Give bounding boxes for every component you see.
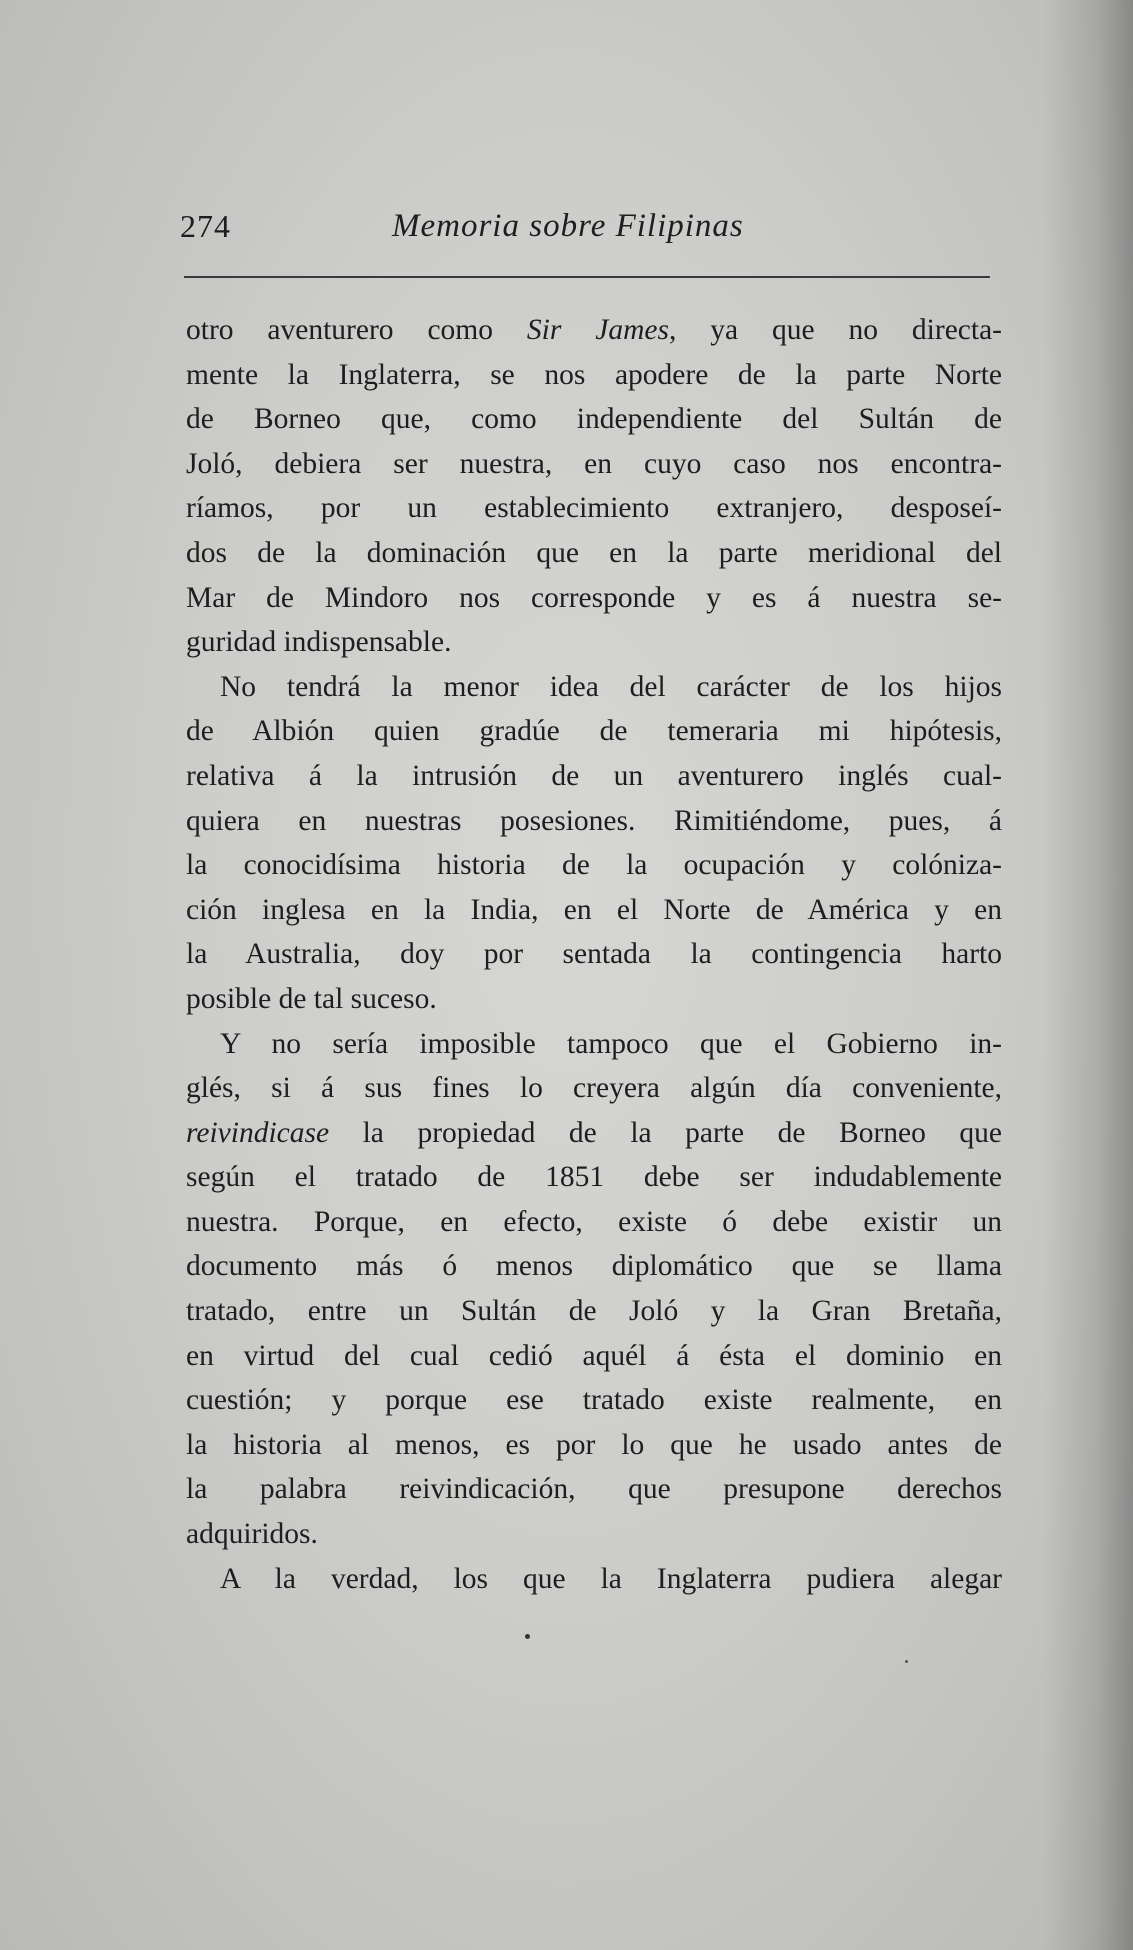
text-line: glés, si á sus fines lo creyera algún día conveniente, [186, 1072, 1002, 1105]
text-line: la conocidísima historia de la ocupación y colóniza- [186, 849, 1002, 882]
text-line: posible de tal suceso. [186, 982, 437, 1015]
text-line: reivindicase la propiedad de la parte de Borneo que [186, 1116, 1002, 1149]
header-rule [184, 276, 990, 278]
ink-speck [905, 1660, 908, 1663]
text-line: otro aventurero como Sir James, ya que no directa- [186, 314, 1002, 346]
text-line: según el tratado de 1851 debe ser indudablemente [186, 1161, 1002, 1194]
text-line: tratado, entre un Sultán de Joló y la Gran Bretaña, [186, 1295, 1002, 1328]
text-line: Mar de Mindoro nos corresponde y es á nuestra se- [186, 581, 1002, 614]
text-line: la historia al menos, es por lo que he usado antes de [186, 1428, 1002, 1461]
text-line: quiera en nuestras posesiones. Rimitiéndome, pues, á [186, 804, 1002, 837]
text-line: A la verdad, los que la Inglaterra pudiera alegar [220, 1562, 1002, 1595]
page-number: 274 [180, 208, 231, 244]
text-line: en virtud del cual cedió aquél á ésta el dominio en [186, 1339, 1002, 1372]
running-title: Memoria sobre Filipinas [392, 208, 744, 244]
text-line: mente la Inglaterra, se nos apodere de la parte Norte [186, 358, 1002, 391]
page-edge-shadow [1043, 0, 1133, 1950]
text-line: ción inglesa en la India, en el Norte de América y en [186, 893, 1002, 926]
page-header [180, 208, 990, 258]
text-line: Joló, debiera ser nuestra, en cuyo caso nos encontra- [186, 447, 1002, 480]
text-line: ríamos, por un establecimiento extranjero, desposeí- [186, 492, 1002, 525]
text-line: nuestra. Porque, en efecto, existe ó debe existir un [186, 1205, 1002, 1238]
ink-speck [525, 1634, 530, 1639]
text-line: de Albión quien gradúe de temeraria mi hipótesis, [186, 715, 1002, 748]
text-line: adquiridos. [186, 1518, 318, 1551]
body-text [186, 308, 1002, 1601]
text-line: documento más ó menos diplomático que se llama [186, 1250, 1002, 1283]
text-line: guridad indispensable. [186, 626, 452, 659]
text-line: de Borneo que, como independiente del Sultán de [186, 403, 1002, 436]
italic-term: reivindicase [186, 1116, 330, 1149]
text-line: Y no sería imposible tampoco que el Gobierno in- [220, 1027, 1002, 1060]
text-line: la Australia, doy por sentada la contingencia harto [186, 938, 1002, 971]
text-line: dos de la dominación que en la parte meridional del [186, 536, 1002, 569]
text-line: No tendrá la menor idea del carácter de los hijos [220, 670, 1002, 703]
text-line: cuestión; y porque ese tratado existe realmente, en [186, 1384, 1002, 1417]
text-line: relativa á la intrusión de un aventurero inglés cual- [186, 759, 1002, 792]
italic-term: Sir James [526, 314, 669, 346]
text-line: la palabra reivindicación, que presupone derechos [186, 1473, 1002, 1506]
